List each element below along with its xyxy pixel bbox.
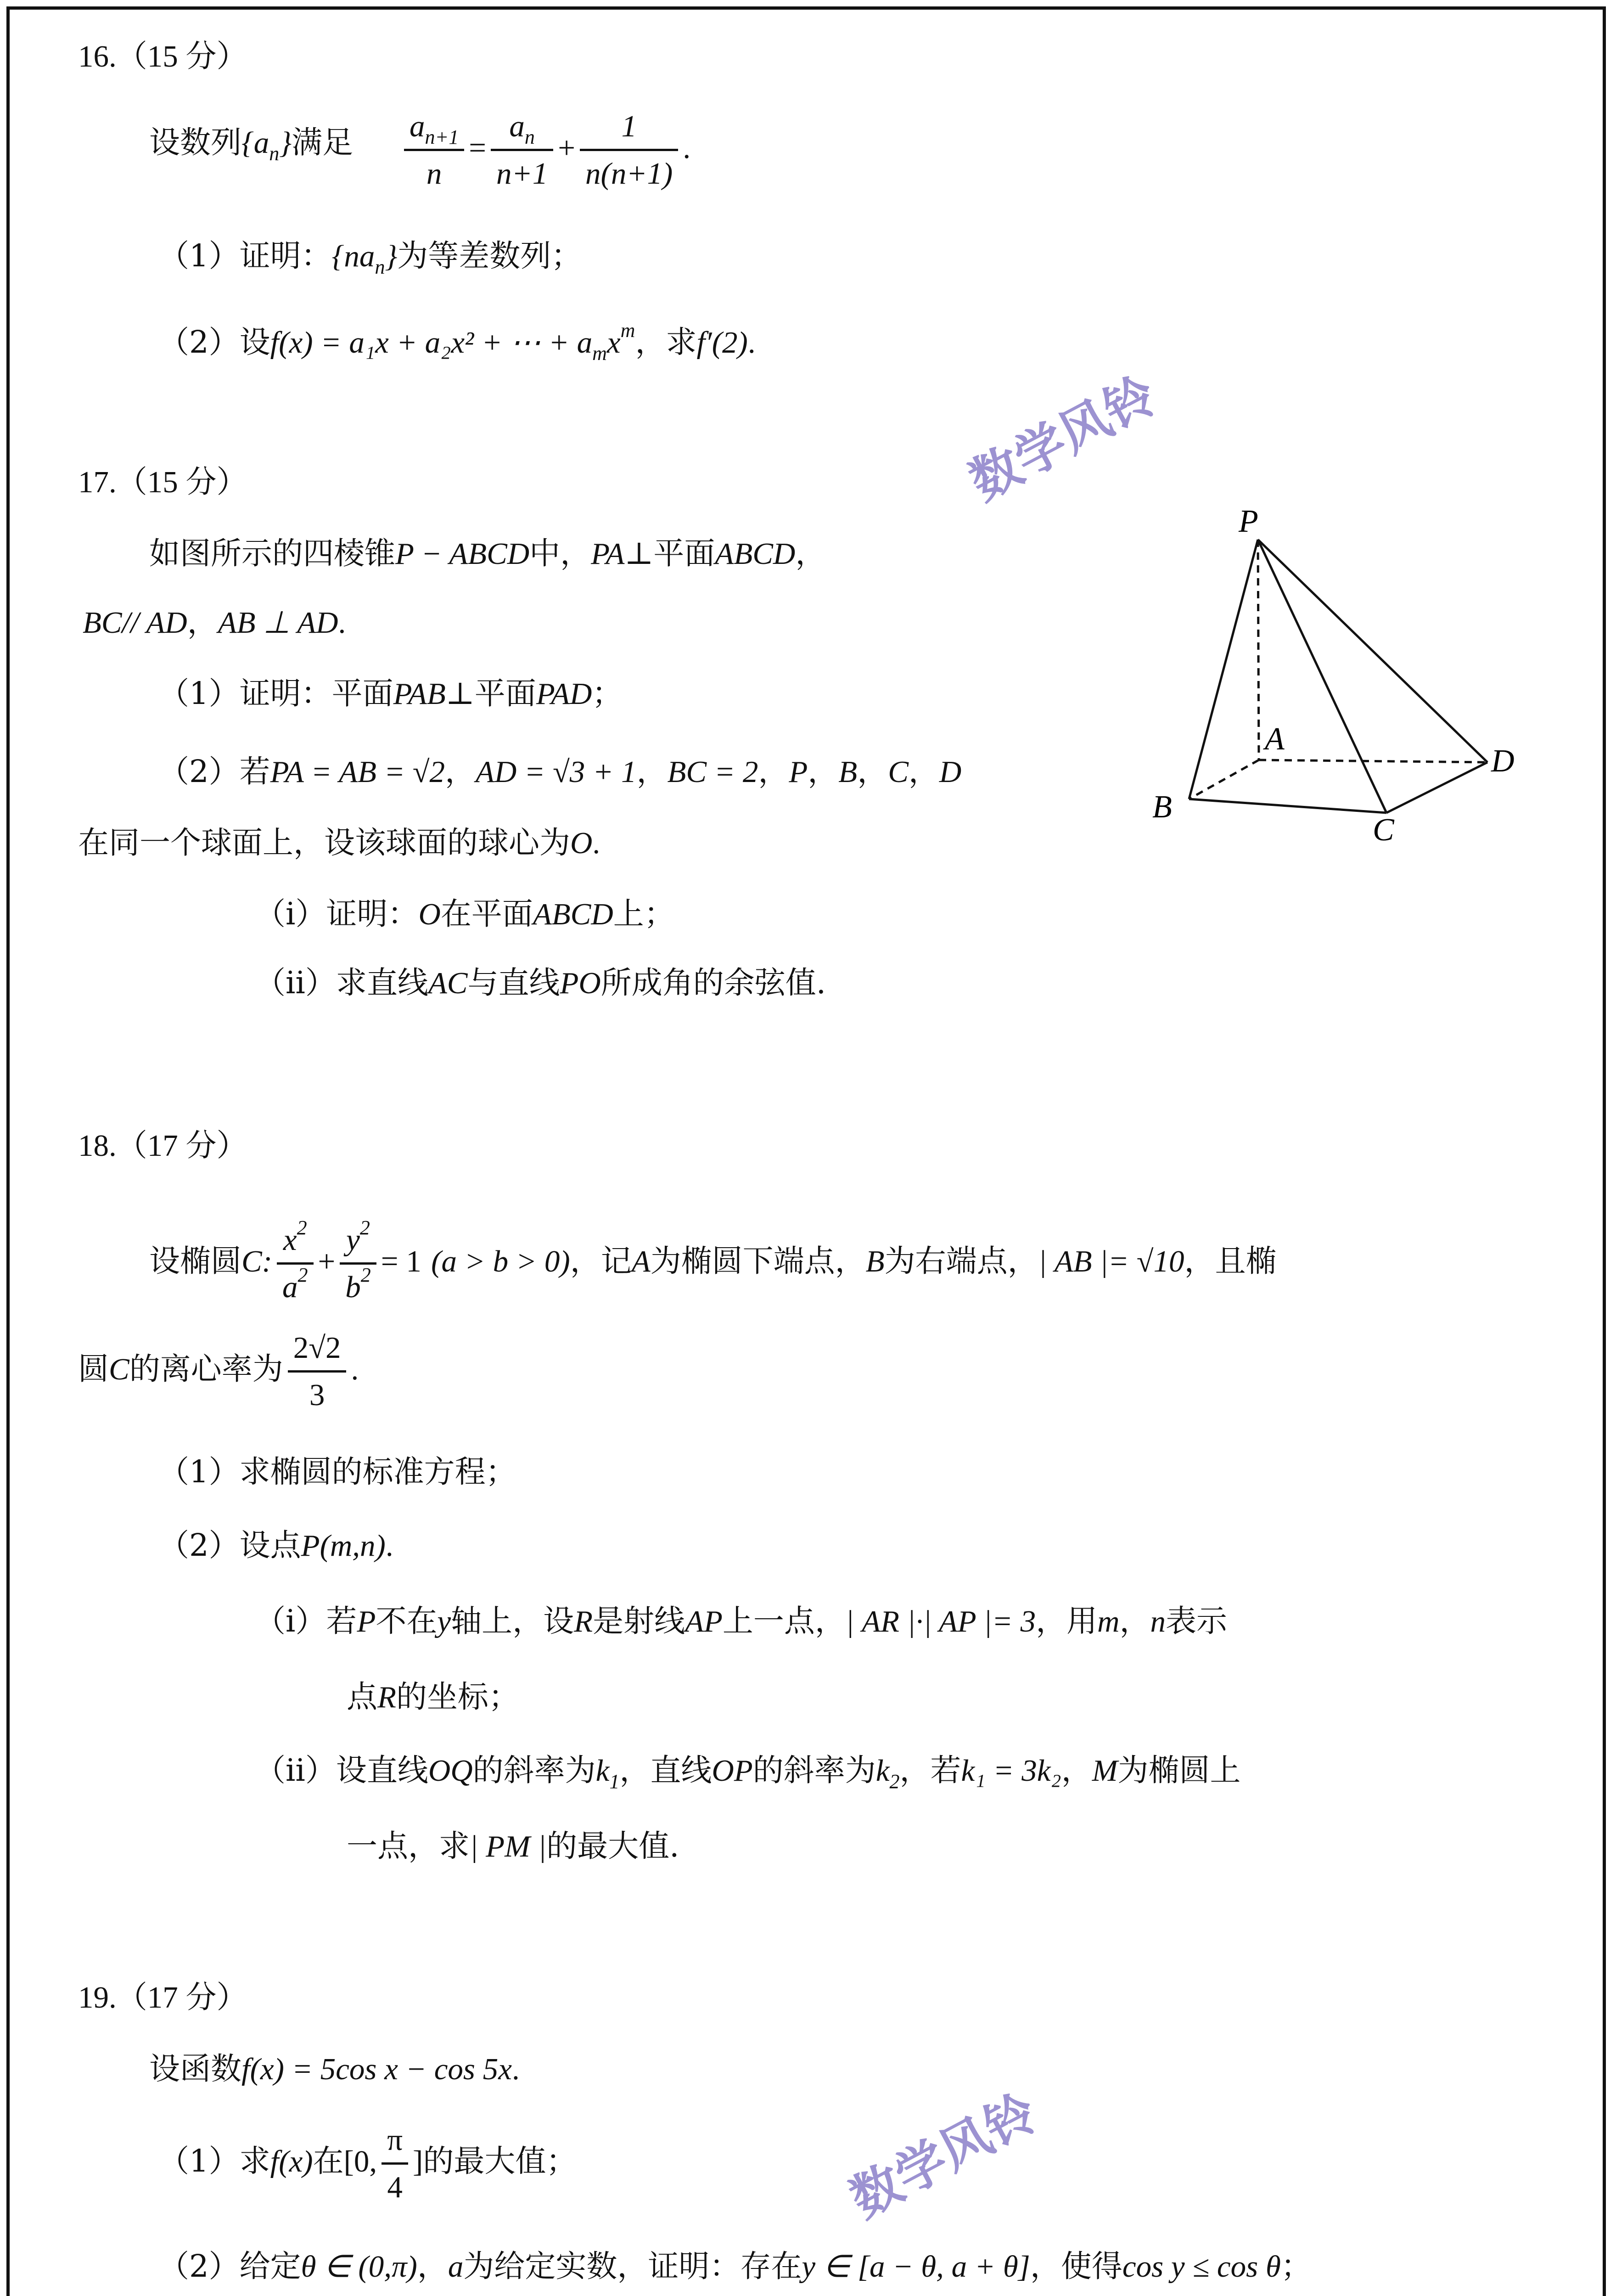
- edge-BC: [1189, 799, 1386, 813]
- frac-a-n-over-n1: $\frac{a_n}{n+1}$: [491, 106, 553, 194]
- pyramid-figure: [1139, 496, 1552, 845]
- q17-stem-line2: BC// AD，AB ⊥ AD.: [83, 604, 346, 640]
- q16-part2: （2）设f(x) = a₁x + a₂x² + ⋯ + $a_mx^m$，求f′(2).: [158, 319, 756, 365]
- edge-PB: [1189, 540, 1258, 799]
- q17-stem-line1: 如图所示的四棱锥P − ABCD中，PA⊥平面ABCD，: [149, 535, 826, 571]
- q18-part2-ii-cont: 一点，求| PM |的最大值.: [347, 1828, 679, 1864]
- q19-header: 19.（17 分）: [78, 1981, 247, 2015]
- q16-header: 16.（15 分）: [78, 39, 247, 73]
- q16-recurrence: $\frac{a_{n+1}}{n}$ = $\frac{a_n}{n+1}$ + $\frac{1}{n(n+1)}$ .: [399, 106, 690, 194]
- q19-stem: 设函数f(x) = 5cos x − cos 5x.: [149, 2051, 520, 2087]
- q18-part2: （2）设点P(m,n).: [158, 1527, 393, 1563]
- edge-PA-hidden: [1258, 540, 1259, 760]
- q17-part1: （1）证明：平面PAB⊥平面PAD；: [158, 675, 623, 711]
- label-P: P: [1239, 504, 1258, 539]
- edge-PD: [1258, 540, 1487, 762]
- label-B: B: [1152, 789, 1172, 825]
- q18-header: 18.（17 分）: [78, 1129, 247, 1163]
- q17-header: 17.（15 分）: [78, 465, 247, 499]
- edge-PC: [1258, 540, 1386, 813]
- frac-1-over-nn1: $\frac{1}{n(n+1)}$: [580, 106, 678, 194]
- q18-part2-i: （ⅰ）若P不在y轴上，设R是射线AP上一点，| AR |·| AP |= 3，用m，n表示: [255, 1603, 1227, 1639]
- label-A: A: [1265, 721, 1285, 757]
- q19-part2: （2）给定θ ∈ (0,π)，a为给定实数，证明：存在y ∈ [a − θ, a + θ]，使得cos y ≤ cos θ；: [158, 2248, 1312, 2284]
- q18-part2-ii: （ⅱ）设直线OQ的斜率为$k_1$，直线OP的斜率为$k_2$，若k₁ = 3k₂，M为椭圆上: [255, 1752, 1241, 1793]
- q18-stem-line1: 设椭圆C: $\frac{x^2}{a^2}$ + $\frac{y^2}{b^2}$ = 1 (a > b > 0)，记A为椭圆下端点，B为右端点，| AB |= √10，且椭: [149, 1216, 1277, 1304]
- edge-AB-hidden: [1189, 760, 1259, 799]
- watermark: 数学风铃: [960, 364, 1166, 512]
- edge-AD-hidden: [1259, 760, 1487, 762]
- q17-part2-ii: （ⅱ）求直线AC与直线PO所成角的余弦值.: [255, 965, 826, 1001]
- frac-a-n1-over-n: $\frac{a_{n+1}}{n}$: [404, 106, 464, 194]
- q18-part2-i-cont: 点R的坐标；: [347, 1679, 519, 1715]
- q18-stem-line2: 圆C的离心率为 $\frac{2√2}{3}$ .: [78, 1327, 359, 1416]
- edge-CD: [1386, 762, 1487, 813]
- label-C: C: [1373, 812, 1394, 845]
- q16-stem: 设数列$\{a_n\}$满足: [149, 124, 354, 165]
- q16-part1: （1）证明：$\{na_n\}$为等差数列；: [158, 238, 582, 278]
- q17-part2-i: （ⅰ）证明：O在平面ABCD上；: [255, 896, 675, 932]
- q19-part1: （1）求f(x)在[0, $\frac{\pi}{4}$ ]的最大值；: [158, 2119, 577, 2208]
- q17-part2-cont: 在同一个球面上，设该球面的球心为O.: [78, 825, 600, 861]
- q18-part1: （1）求椭圆的标准方程；: [158, 1454, 516, 1490]
- q17-part2: （2）若PA = AB = √2，AD = √3 + 1，BC = 2，P，B，C，D: [158, 754, 962, 789]
- label-D: D: [1491, 743, 1515, 779]
- watermark: 数学风铃: [840, 2082, 1047, 2229]
